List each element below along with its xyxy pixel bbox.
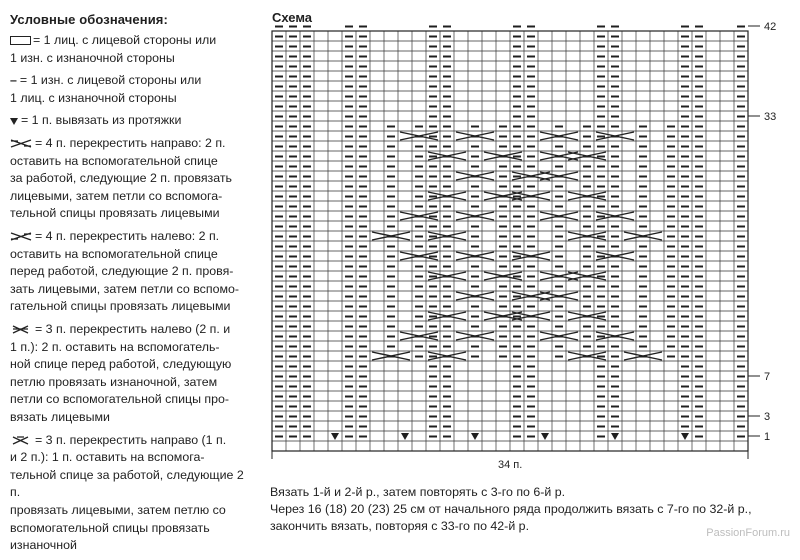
legend-text: гательной спицы провязать лицевыми [10,299,231,314]
legend-text: = 3 п. перекрестить налево (2 п. и [35,321,231,336]
dash-cell-icon: – [10,73,17,88]
slip-stitch-triangle [401,433,409,440]
row-label: 3 [764,411,771,423]
legend-text: петлю провязать изнаночной, затем [10,374,218,389]
legend-text: = 1 п. вывязать из протяжки [21,113,182,128]
legend-text: оставить на вспомогательной спице [10,153,218,168]
legend-text: тельной спицы провязать лицевыми [10,206,220,221]
legend-text: 1 изн. с изнаночной стороны [10,50,175,65]
slip-stitch-triangle [471,433,479,440]
legend-text: и 2 п.): 1 п. оставить на вспомога- [10,450,205,465]
legend-text: тельной спице за работой, следующие 2 п. [10,467,244,500]
legend-text: перед работой, следующие 2 п. провя- [10,264,234,279]
row-label: 33 [764,111,777,123]
legend-text: ной спице перед работой, следующую [10,357,232,372]
watermark: PassionForum.ru [706,527,790,539]
legend-text: 1 п.): 2 п. оставить на вспомогатель- [10,339,220,354]
legend-text: вязать лицевыми [10,409,110,424]
legend-text: 1 лиц. с изнаночной стороны [10,90,177,105]
legend-text: = 4 п. перекрестить направо: 2 п. [35,136,226,151]
slip-stitch-triangle [331,433,339,440]
scheme-title: Схема [272,10,313,25]
legend-text: провязать лицевыми, затем петлю со [10,502,226,517]
slip-stitch-triangle [541,433,549,440]
legend-text: вспомогательной спицы провязать [10,520,210,535]
legend-text: = 3 п. перекрестить направо (1 п. [35,432,227,447]
row-label: 7 [764,371,771,383]
legend-title: Условные обозначения: [10,12,168,27]
legend-text: лицевыми, затем петли со вспомога- [10,188,223,203]
legend-text: оставить на вспомогательной спице [10,246,218,261]
legend-text: = 1 изн. с лицевой стороны или [19,73,202,88]
legend-text: = 1 лиц. с лицевой стороны или [33,33,217,47]
slip-stitch-triangle [681,433,689,440]
legend-text: изнаночной [10,538,77,553]
instruction-line-2: Через 16 (18) 20 (23) 25 см от начального ряда продолжить вязать с 7-го по 32-й р., [270,502,752,516]
slip-stitch-triangle [611,433,619,440]
instruction-line-1: Вязать 1-й и 2-й р., затем повторять с 3-го по 6-й р. [270,485,566,499]
legend-text: за работой, следующие 2 п. провязать [10,171,232,186]
instruction-line-3: закончить вязать, повторяя с 33-го по 42-й р. [270,519,530,533]
legend-text: = 4 п. перекрестить налево: 2 п. [35,229,220,244]
stitch-count-label: 34 п. [498,459,523,471]
legend-text: петли со вспомогательной спицы про- [10,392,230,407]
row-label: 42 [764,21,777,33]
row-label: 1 [764,431,771,443]
legend-text: зать лицевыми, затем петли со вспомо- [10,281,240,296]
